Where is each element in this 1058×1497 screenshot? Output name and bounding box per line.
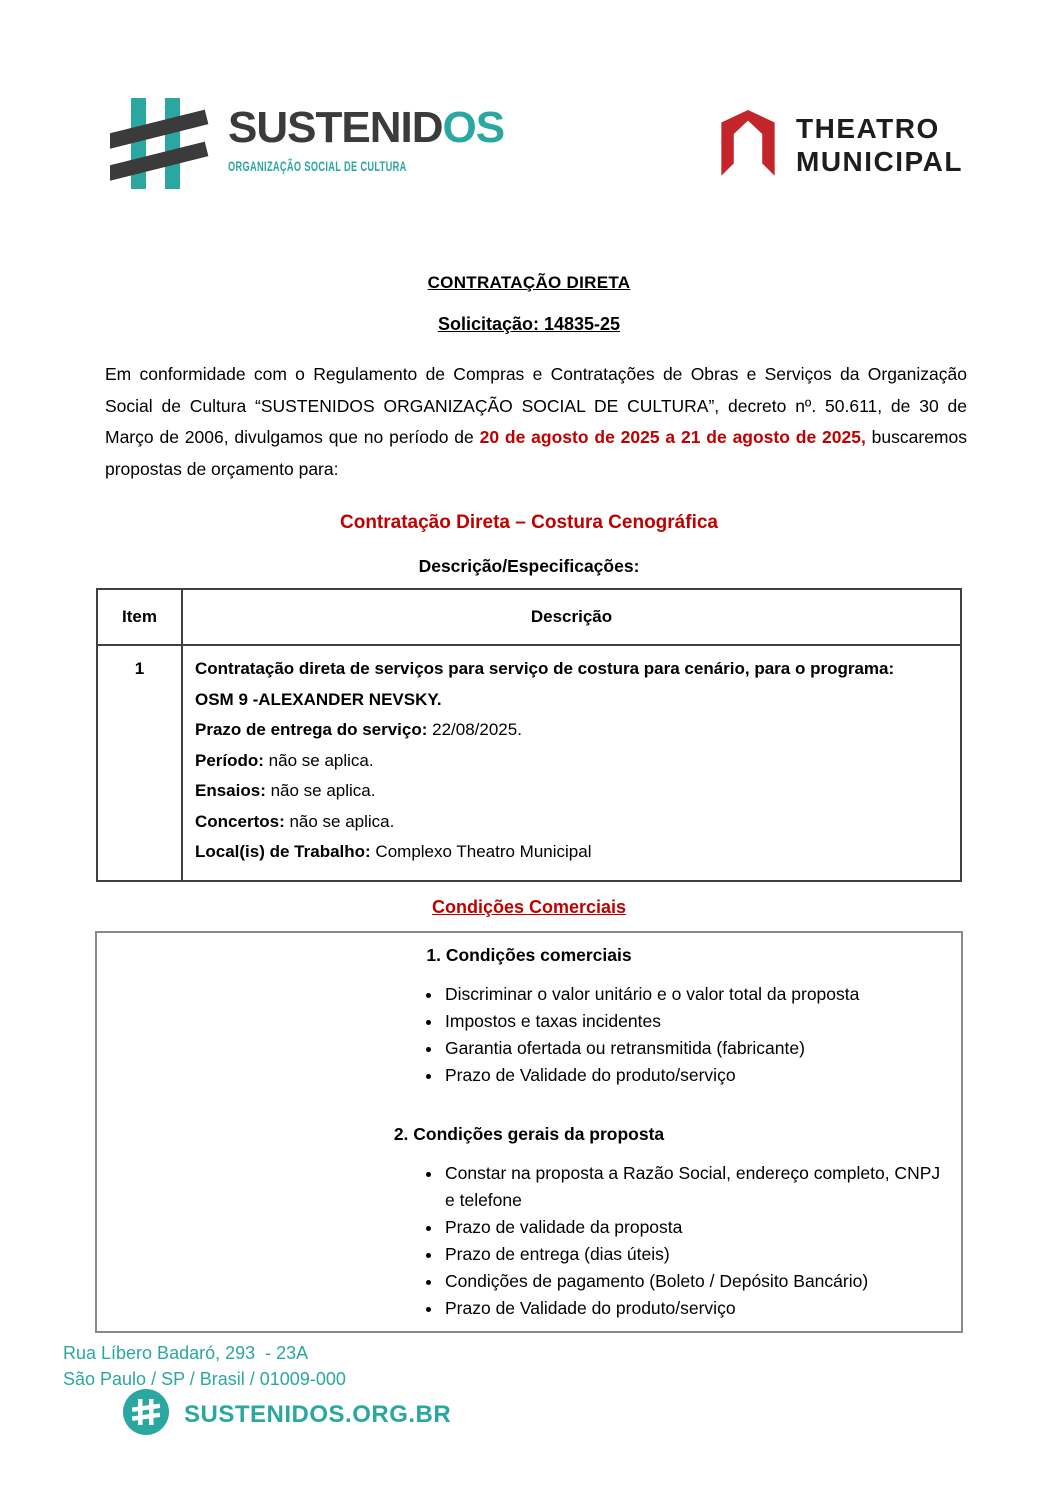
spec-heading: Descrição/Especificações: [418, 556, 640, 576]
sustenidos-logo-subtitle: ORGANIZAÇÃO SOCIAL DE CULTURA [228, 158, 407, 174]
commercial-conditions-heading: Condições Comerciais [431, 897, 627, 917]
spec-row-item-number: 1 [97, 645, 182, 881]
spec-row-description [182, 645, 961, 881]
sustenidos-hash-icon [110, 96, 216, 196]
request-number: Solicitação: 14835-25 [437, 314, 621, 334]
list-item: • Constar na proposta a Razão Social, endereço completo, CNPJ e telefone [443, 1160, 943, 1214]
spec-line: OSM 9 -ALEXANDER NEVSKY. [195, 689, 442, 709]
footer-website-logo [123, 1389, 451, 1440]
footer-address-line1: Rua Líbero Badaró, 293 - 23A [63, 1343, 309, 1363]
spec-table [96, 588, 962, 882]
sustenidos-logo [110, 96, 504, 196]
intro-date-range: 20 de agosto de 2025 a 21 de agosto de 2025, [479, 427, 866, 447]
spec-line: Período: não se aplica. [195, 750, 374, 770]
sustenidos-logo-text [228, 96, 504, 173]
commercial-section-1-title: 1. Condições comerciais [426, 945, 632, 965]
list-item: • Garantia ofertada ou retransmitida (fabricante) [443, 1035, 943, 1062]
spec-line: Contratação direta de serviços para serviço de costura para cenário, para o programa: [195, 659, 895, 678]
footer-website-text: SUSTENIDOS.ORG.BR [184, 1400, 452, 1428]
list-item: • Condições de pagamento (Boleto / Depósito Bancário) [443, 1268, 943, 1295]
list-item: • Prazo de Validade do produto/serviço [443, 1295, 943, 1322]
subject-heading: Contratação Direta – Costura Cenográfica [340, 512, 718, 533]
theatro-logo-text: THEATRO MUNICIPAL [796, 112, 963, 177]
document-title: CONTRATAÇÃO DIRETA [427, 273, 631, 292]
spec-table-header-row [97, 589, 961, 645]
intro-text-part1: Em conformidade com o Regulamento de Compras e Contratações de Obras e Serviços da Organização Social de Cultura “SUSTENIDOS ORGANIZAÇÃO SOCIAL DE CULTURA”, decreto nº. 50.611, de 30 de Março de 2006, divulgamos que no período de [105, 364, 967, 447]
spec-line: Ensaios: não se aplica. [195, 781, 376, 800]
website-hash-icon [123, 1389, 169, 1440]
list-item: • Prazo de validade da proposta [443, 1214, 943, 1241]
theatro-arch-icon [716, 102, 780, 187]
spec-table-header-description: Descrição [182, 589, 961, 645]
list-item: • Impostos e taxas incidentes [443, 1008, 943, 1035]
commercial-conditions-box [95, 931, 963, 1333]
spec-table-header-item: Item [97, 589, 182, 645]
spec-line: Local(is) de Trabalho: Complexo Theatro Municipal [195, 842, 592, 861]
list-item: • Discriminar o valor unitário e o valor total da proposta [443, 981, 943, 1008]
spec-line: Concertos: não se aplica. [195, 811, 395, 831]
theatro-municipal-logo [716, 102, 963, 187]
list-item: • Prazo de entrega (dias úteis) [443, 1241, 943, 1268]
intro-paragraph [105, 359, 967, 485]
footer-address [63, 1340, 346, 1392]
commercial-section-1-list [409, 981, 943, 1089]
commercial-section-2-title: 2. Condições gerais da proposta [393, 1124, 665, 1144]
spec-line: Prazo de entrega do serviço: 22/08/2025. [195, 720, 522, 739]
list-item: • Prazo de Validade do produto/serviço [443, 1062, 943, 1089]
sustenidos-brand-name: SUSTENIDOS [228, 103, 505, 152]
footer-address-line2: São Paulo / SP / Brasil / 01009-000 [63, 1369, 346, 1389]
intro-text-part2: buscaremos propostas de orçamento para: [105, 427, 967, 479]
table-row [97, 645, 961, 881]
commercial-section-2-list [409, 1160, 943, 1322]
